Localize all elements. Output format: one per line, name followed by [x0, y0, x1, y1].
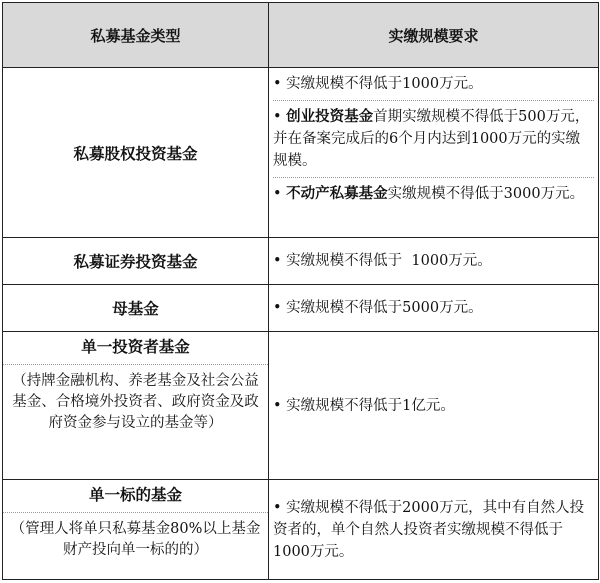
fund-type-title: 单一标的基金 — [3, 480, 268, 513]
fund-type-note: （持牌金融机构、养老基金及社会公益基金、合格境外投资者、政府资金及政府资金参与设立的基金等） — [12, 373, 259, 431]
fund-type-cell: 母基金 — [3, 285, 269, 332]
bullet-icon: • — [273, 76, 282, 92]
requirement-cell — [269, 285, 599, 332]
requirement-lead: 不动产私募基金 — [286, 185, 388, 202]
bullet-icon: • — [273, 109, 282, 125]
header-paid-in-requirement: 实缴规模要求 — [269, 3, 599, 68]
requirement-item — [273, 68, 594, 101]
table-row — [3, 332, 599, 480]
fund-type-cell — [3, 480, 269, 580]
bullet-icon: • — [273, 186, 282, 202]
fund-type-cell: 私募股权投资基金 — [3, 68, 269, 238]
requirement-cell — [269, 480, 599, 580]
requirement-text: 实缴规模不得低于2000万元，其中有自然人投资者的，单个自然人投资者实缴规模不得低于1000万元。 — [273, 499, 585, 560]
requirement-text: 实缴规模不得低于1000万元。 — [286, 76, 483, 92]
requirement-text: 实缴规模不得低于3000万元。 — [387, 186, 585, 202]
fund-type-cell: 私募证券投资基金 — [3, 238, 269, 285]
bullet-icon: • — [273, 499, 282, 516]
requirement-cell — [269, 238, 599, 285]
requirement-cell — [269, 68, 599, 238]
table-row — [3, 285, 599, 332]
header-row — [3, 3, 599, 68]
table-row — [3, 480, 599, 580]
table-row — [3, 238, 599, 285]
requirement-text: 实缴规模不得低于1亿元。 — [286, 397, 455, 414]
fund-requirements-table — [2, 2, 599, 580]
header-fund-type: 私募基金类型 — [3, 3, 269, 68]
requirement-cell — [269, 332, 599, 480]
requirement-item — [273, 178, 594, 210]
requirement-item — [273, 101, 594, 178]
requirement-text: 首期实缴规模不得低于500万元，并在备案完成后的6个月内达到1000万元的实缴规模。 — [273, 109, 590, 169]
fund-type-note: （管理人将单只私募基金80%以上基金财产投向单一标的的） — [10, 521, 261, 558]
requirement-lead: 创业投资基金 — [286, 108, 374, 125]
bullet-icon: • — [273, 253, 282, 269]
table-row — [3, 68, 599, 238]
bullet-icon: • — [273, 300, 282, 316]
bullet-icon: • — [273, 397, 282, 414]
fund-type-title: 单一投资者基金 — [3, 332, 268, 365]
requirement-text: 实缴规模不得低于5000万元。 — [286, 300, 483, 316]
requirement-text: 实缴规模不得低于 1000万元。 — [286, 253, 492, 269]
fund-type-cell — [3, 332, 269, 480]
